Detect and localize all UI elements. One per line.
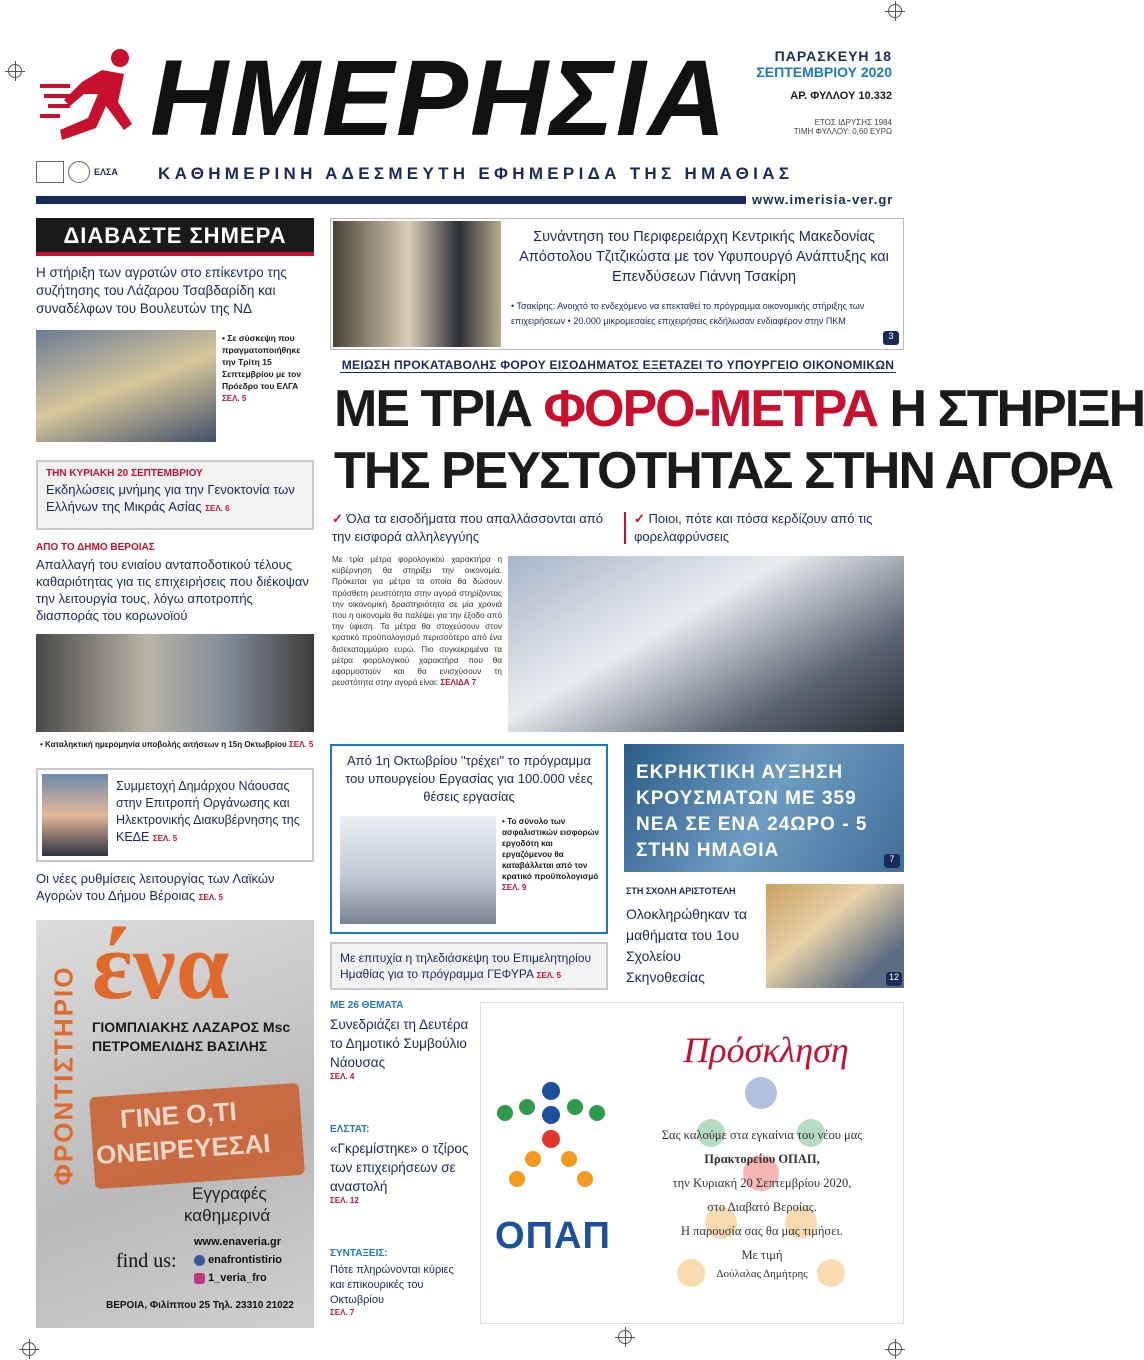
fb-handle: enafrontistirio [208, 1254, 283, 1266]
story-markets-title[interactable] [36, 870, 314, 906]
brief-2[interactable] [330, 1124, 470, 1205]
registration-mark-icon [888, 1342, 902, 1356]
opap-heading: Πρόσκληση [683, 1030, 849, 1070]
masthead-rule-blue [36, 196, 746, 204]
caption-text: • Το σύνολο των ασφαλιστικών εισφορών εργοδότη και εργαζόμενου θα καταβάλλεται από τον κρατικό προϋπολογισμό [502, 817, 600, 881]
story-genocide-title[interactable] [46, 481, 304, 517]
invite-line: Η παρουσία σας θα μας τιμήσει. [681, 1224, 843, 1238]
politicians-photo [333, 221, 501, 347]
subhead-text: Ποιοι, πότε και πόσα κερδίζουν από τις φορελαφρύνσεις [634, 511, 873, 544]
headline-part: Η ΣΤΗΡΙΞΗ [877, 380, 1144, 438]
seal-icon [68, 161, 90, 183]
registration-mark-icon [22, 1342, 36, 1356]
story-farmers-caption [222, 332, 314, 405]
main-subhead-divider [624, 512, 626, 544]
ad-site[interactable]: www.enaveria.gr [194, 1236, 282, 1248]
ad-brand: ένα [92, 912, 230, 1019]
main-kicker: ΜΕΙΩΣΗ ΠΡΟΚΑΤΑΒΟΛΗΣ ΦΟΡΟΥ ΕΙΣΟΔΗΜΑΤΟΣ ΕΞΕΤΑΖΕΙ ΤΟ ΥΠΟΥΡΓΕΙΟ ΟΙΚΟΝΟΜΙΚΩΝ [341, 358, 895, 372]
jobs-box [330, 744, 608, 934]
title-text: Οι νέες ρυθμίσεις λειτουργίας των Λαϊκών Αγορών του Δήμου Βέροιας [36, 871, 275, 903]
ad-address: ΒΕΡΟΙΑ, Φιλίππου 25 Τηλ. 23310 21022 [106, 1300, 294, 1311]
chamber-box[interactable] [330, 942, 608, 990]
covid-page: 7 [884, 854, 900, 868]
read-today-label: ΔΙΑΒΑΣΤΕ ΣΗΜΕΡΑ [63, 223, 287, 248]
opap-logo: ΟΠΑΠ [495, 1215, 611, 1257]
brief-title: «Γκρεμίστηκε» ο τζίρος των επιχειρήσεων σε αναστολή [330, 1141, 469, 1194]
brief-kicker: ΣΥΝΤΑΞΕΙΣ: [330, 1248, 388, 1259]
caption-text: • Σε σύσκεψη που πραγματοποιήθηκε την Τρίτη 15 Σεπτεμβρίου με τον Πρόεδρο του ΕΛΓΑ [222, 333, 302, 391]
main-headline-line-1[interactable] [334, 378, 1144, 440]
covid-box[interactable] [624, 744, 904, 872]
ad-find-us: find us: [116, 1250, 177, 1272]
school-kicker: ΣΤΗ ΣΧΟΛΗ ΑΡΙΣΤΟΤΕΛΗ [626, 886, 736, 896]
issue-date: ΣΕΠΤΕΜΒΡΙΟΥ 2020 [756, 64, 892, 80]
page-ref: ΣΕΛ. 7 [330, 1308, 355, 1317]
ad-slogan-2: ΟΝΕΙΡΕΥΕΣΑΙ [95, 1127, 272, 1171]
ad-names: ΓΙΟΜΠΛΙΑΚΗΣ ΛΑΖΑΡΟΣ Msc ΠΕΤΡΟΜΕΛΙΔΗΣ ΒΑΣΙΛΗΣ [92, 1019, 291, 1054]
page-ref: ΣΕΛ. 12 [330, 1196, 359, 1205]
masthead-logos [36, 160, 140, 184]
workers-photo [340, 816, 496, 924]
school-title[interactable]: Ολοκληρώθηκαν τα μαθήματα του 1ου Σχολείου Σκηνοθεσίας [626, 906, 747, 985]
opap-invite [627, 1123, 897, 1281]
brief-kicker: ΜΕ 26 ΘΕΜΑΤΑ [330, 1000, 404, 1011]
story-genocide-kicker: ΤΗΝ ΚΥΡΙΑΚΗ 20 ΣΕΠΤΕΜΒΡΙΟΥ [46, 468, 203, 479]
invite-line: την Κυριακή 20 Σεπτεμβρίου 2020, [672, 1176, 852, 1190]
invite-line: Δούλαλας Δημήτρης [716, 1268, 808, 1280]
page-ref: ΣΕΛ. 5 [198, 893, 224, 902]
top-story-page: 3 [883, 331, 899, 345]
badge-icon [36, 161, 64, 183]
issue-day: ΠΑΡΑΣΚΕΥΗ 18 [774, 48, 892, 64]
main-subhead-1 [332, 510, 622, 546]
chamber-title [340, 950, 598, 984]
main-body [332, 554, 502, 688]
brief-3[interactable] [330, 1248, 470, 1317]
covid-text: ΕΚΡΗΚΤΙΚΗ ΑΥΞΗΣΗ ΚΡΟΥΣΜΑΤΩΝ ΜΕ 359 ΝΕΑ ΣΕ ΕΝΑ 24ΩΡΟ - 5 ΣΤΗΝ ΗΜΑΘΙΑ [636, 762, 868, 861]
story-veria-kicker: ΑΠΟ ΤΟ ΔΗΜΟ ΒΕΡΟΙΑΣ [36, 542, 155, 553]
story-veria-caption [40, 740, 316, 749]
ad-fb[interactable] [194, 1254, 282, 1266]
price: ΤΙΜΗ ΦΥΛΛΟΥ: 0,60 ΕΥΡΩ [793, 127, 892, 136]
calculator-photo [508, 556, 904, 732]
meeting-photo [36, 330, 216, 442]
opap-star-icon [491, 1077, 611, 1227]
jobs-caption [502, 816, 602, 893]
registration-mark-icon [8, 64, 22, 78]
story-mayor-title[interactable] [116, 778, 312, 847]
main-subhead-2 [634, 510, 902, 546]
ad-slogan-1: ΓΙΝΕ Ο,ΤΙ [119, 1095, 238, 1135]
ad-vertical-label: ΦΡΟΝΤΙΣΤΗΡΙΟ [48, 965, 79, 1186]
ig-handle: 1_veria_fro [208, 1272, 267, 1284]
brief-kicker: ΕΛΣΤΑΤ: [330, 1124, 370, 1135]
story-veria-title[interactable]: Απαλλαγή του ενιαίου ανταποδοτικού τέλους καθαριότητας για τις επιχειρήσεις που διέκοψαν την λειτουργία τους, λόγω αποτροπής διασποράς του κορωνοϊού [36, 557, 309, 623]
brief-title: Συνεδριάζει τη Δευτέρα το Δημοτικό Συμβούλιο Νάουσας [330, 1017, 469, 1070]
caption-text: • Καταληκτική ημερομηνία υποβολής αιτήσεων η 15η Οκτωβρίου [40, 740, 287, 749]
top-story-title[interactable]: Συνάντηση του Περιφερειάρχη Κεντρικής Μακεδονίας Απόστολου Τζιτζικώστα με τον Υφυπουργό Ανάπτυξης και Επενδύσεων Γιάννη Τσακίρη [519, 229, 889, 285]
page-ref: ΣΕΛΙΔΑ 7 [440, 678, 477, 688]
page-ref: ΣΕΛ. 5 [288, 740, 314, 749]
top-story-bullets: • Τσακίρης: Ανοιχτό το ενδεχόμενο να επεκταθεί το πρόγραμμα οικονομικής στήριξης των επιχειρήσεων • 20.000 μικρομεσαίες επιχειρήσεις εκδήλωσαν ενδιαφέρον στην ΠΚΜ [511, 301, 865, 326]
check-icon: ✓ [332, 511, 343, 526]
invite-line: Με τιμή [741, 1248, 783, 1262]
story-farmers-title[interactable]: Η στήριξη των αγροτών στο επίκεντρο της συζήτησης του Λάζαρου Τσαβδαρίδη και συναδέλφων του Βουλευτών της ΝΔ [36, 265, 287, 316]
instagram-icon [194, 1273, 205, 1284]
school-page: 12 [886, 972, 902, 986]
mayor-portrait [42, 774, 108, 856]
issue-number: ΑΡ. ΦΥΛΛΟΥ 10.332 [790, 90, 892, 102]
page-ref: ΣΕΛ. 5 [536, 971, 562, 980]
jobs-title[interactable]: Από 1η Οκτωβρίου "τρέχει" το πρόγραμμα του υπουργείου Εργασίας για 100.000 νέες θέσεις εργασίας [345, 753, 593, 804]
registration-mark-icon [618, 1330, 632, 1344]
masthead-logo-small: ΕΛΣΑ [94, 167, 118, 177]
masthead-subtitle: ΚΑΘΗΜΕΡΙΝΗ ΑΔΕΣΜΕΥΤΗ ΕΦΗΜΕΡΙΔΑ ΤΗΣ ΗΜΑΘΙΑΣ [158, 164, 794, 183]
ad-enroll-1: Εγγραφές [192, 1184, 267, 1203]
title-text: Με επιτυχία η τηλεδιάσκεψη του Επιμελητηρίου Ημαθίας για το πρόγραμμα ΓΕΦΥΡΑ [340, 951, 592, 981]
check-icon: ✓ [634, 511, 645, 526]
school-photo [766, 884, 904, 988]
runner-logo-icon [40, 44, 140, 148]
invite-line: στο Διαβατό Βεροίας. [707, 1200, 817, 1214]
page-ref: ΣΕΛ. 5 [222, 394, 247, 403]
founded: ΕΤΟΣ ΙΔΡΥΣΗΣ 1984 [814, 118, 892, 127]
story-mayor-box [36, 768, 314, 862]
page-ref: ΣΕΛ. 5 [152, 834, 178, 843]
ad-ig[interactable] [194, 1272, 267, 1284]
registration-mark-icon [888, 4, 902, 18]
street-photo [36, 634, 314, 732]
ad-enroll-2: καθημερινά [184, 1206, 271, 1225]
website-link[interactable]: www.imerisia-ver.gr [752, 192, 894, 207]
brief-1[interactable] [330, 1000, 470, 1081]
top-story-box [330, 218, 904, 350]
facebook-icon [194, 1255, 205, 1266]
page-ref: ΣΕΛ. 6 [205, 504, 230, 513]
edition-info [740, 48, 892, 136]
headline-part: ΜΕ ΤΡΙΑ [334, 380, 544, 438]
headline-red-part: ΦΟΡΟ-ΜΕΤΡΑ [543, 380, 878, 438]
invite-line: Πρακτορείου ΟΠΑΠ, [704, 1152, 820, 1166]
title-text: Εκδηλώσεις μνήμης για την Γενοκτονία των Ελλήνων της Μικράς Ασίας [46, 482, 295, 514]
masthead-title: ΗΜΕΡΗΣΙΑ [150, 37, 728, 158]
title-text: Συμμετοχή Δημάρχου Νάουσας στην Επιτροπή Οργάνωσης και Ηλεκτρονικής Διακυβέρνησης της ΚΕΔΕ [116, 779, 300, 844]
ad-ena[interactable] [36, 912, 314, 1328]
brief-title: Πότε πληρώνονται κύριες και επικουρικές του Οκτωβρίου [330, 1264, 454, 1306]
ad-opap[interactable] [480, 1002, 904, 1324]
story-genocide-box [36, 460, 314, 530]
page-ref: ΣΕΛ. 9 [502, 883, 527, 892]
subhead-text: Όλα τα εισοδήματα που απαλλάσσονται από την εισφορά αλληλεγγύης [332, 511, 603, 544]
invite-line: Σας καλούμε στα εγκαίνια του νέου μας [661, 1128, 863, 1142]
main-headline-line-2[interactable]: ΤΗΣ ΡΕΥΣΤΟΤΗΤΑΣ ΣΤΗΝ ΑΓΟΡΑ [334, 442, 1113, 500]
read-today-banner [36, 218, 314, 256]
body-text: Με τρία μέτρα φορολογικού χαρακτήρα η κυβέρνηση θα στηρίξει την οικονομία. Πρόκειται για μέτρα τα οποία θα δώσουν πρόσθετη ρευστότητα στην αγορά στηρίζοντας την οικονομική δραστηριότητα σε μία χρονιά που η οικονομία θα παλέψει για την έξοδο από την ύφεση. Τα μέτρα θα στοχεύσουν στον κρατικό προϋπολογισμό περισσότερο από ένα δισεκατομμύριο ευρώ. Πιο συγκεκριμένα τα μέτρα φορολογικού χαρακτήρα που θα εφαρμοστούν και θα ενισχύσουν τη ρευστότητα στην αγορά είναι: [332, 555, 502, 688]
page-ref: ΣΕΛ. 4 [330, 1072, 355, 1081]
